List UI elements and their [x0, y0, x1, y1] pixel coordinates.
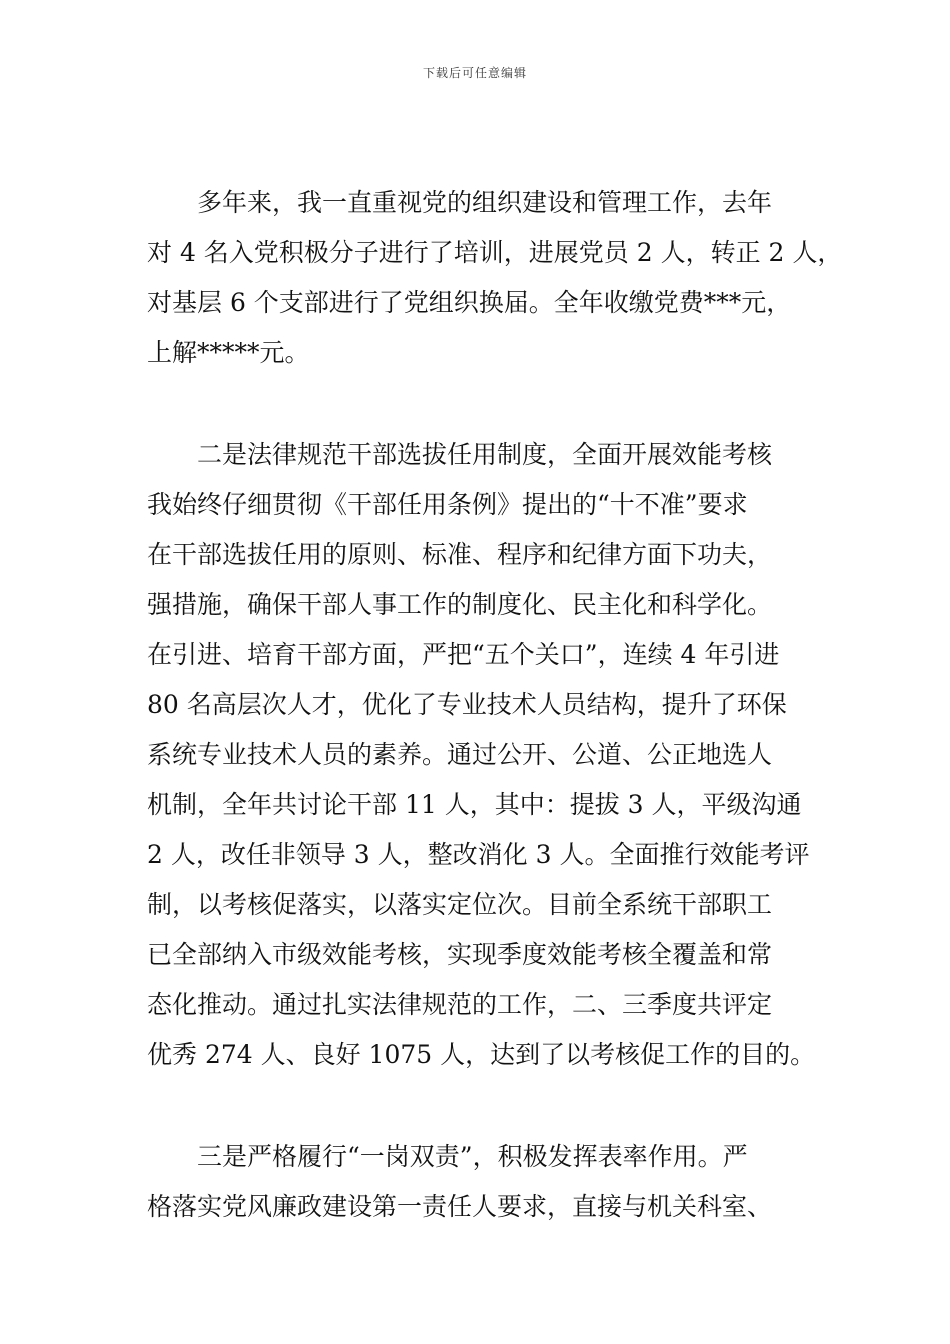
paragraph-gap [147, 378, 837, 430]
page-header: 下载后可任意编辑 [422, 66, 527, 80]
text-line: 二是法律规范干部选拔任用制度，全面开展效能考核 [147, 440, 773, 469]
text-line: 制，以考核促落实，以落实定位次。目前全系统干部职工 [147, 890, 773, 919]
text-line: 对基层 6 个支部进行了党组织换届。全年收缴党费***元， [147, 288, 792, 317]
text-line: 三是严格履行“一岗双责”，积极发挥表率作用。严 [147, 1142, 748, 1171]
text-line: 我始终仔细贯彻《干部任用条例》提出的“十不准”要求 [147, 490, 748, 519]
text-line: 在引进、培育干部方面，严把“五个关口”，连续 4 年引进 [147, 640, 780, 669]
text-line: 2 人，改任非领导 3 人，整改消化 3 人。全面推行效能考评 [147, 840, 810, 869]
paragraph-gap [147, 1080, 837, 1132]
paragraph-dual-responsibility [147, 1132, 837, 1232]
text-line: 上解*****元。 [147, 338, 310, 367]
text-line: 对 4 名入党积极分子进行了培训，进展党员 2 人，转正 2 人， [147, 238, 843, 267]
text-line: 机制，全年共讨论干部 11 人，其中：提拔 3 人，平级沟通 [147, 790, 802, 819]
text-line: 强措施，确保干部人事工作的制度化、民主化和科学化。 [147, 590, 773, 619]
paragraph-cadre-selection [147, 430, 837, 1080]
text-line: 系统专业技术人员的素养。通过公开、公道、公正地选人 [147, 740, 773, 769]
document-body [147, 178, 843, 1232]
text-line: 80 名高层次人才，优化了专业技术人员结构，提升了环保 [147, 690, 787, 719]
paragraph-party-building [147, 178, 843, 378]
text-line: 格落实党风廉政建设第一责任人要求，直接与机关科室、 [147, 1192, 773, 1221]
text-line: 态化推动。通过扎实法律规范的工作，二、三季度共评定 [147, 990, 773, 1019]
text-line: 多年来，我一直重视党的组织建设和管理工作，去年 [147, 188, 773, 217]
text-line: 在干部选拔任用的原则、标准、程序和纪律方面下功夫， [147, 540, 773, 569]
text-line: 已全部纳入市级效能考核，实现季度效能考核全覆盖和常 [147, 940, 773, 969]
text-line: 优秀 274 人、良好 1075 人，达到了以考核促工作的目的。 [147, 1040, 816, 1069]
